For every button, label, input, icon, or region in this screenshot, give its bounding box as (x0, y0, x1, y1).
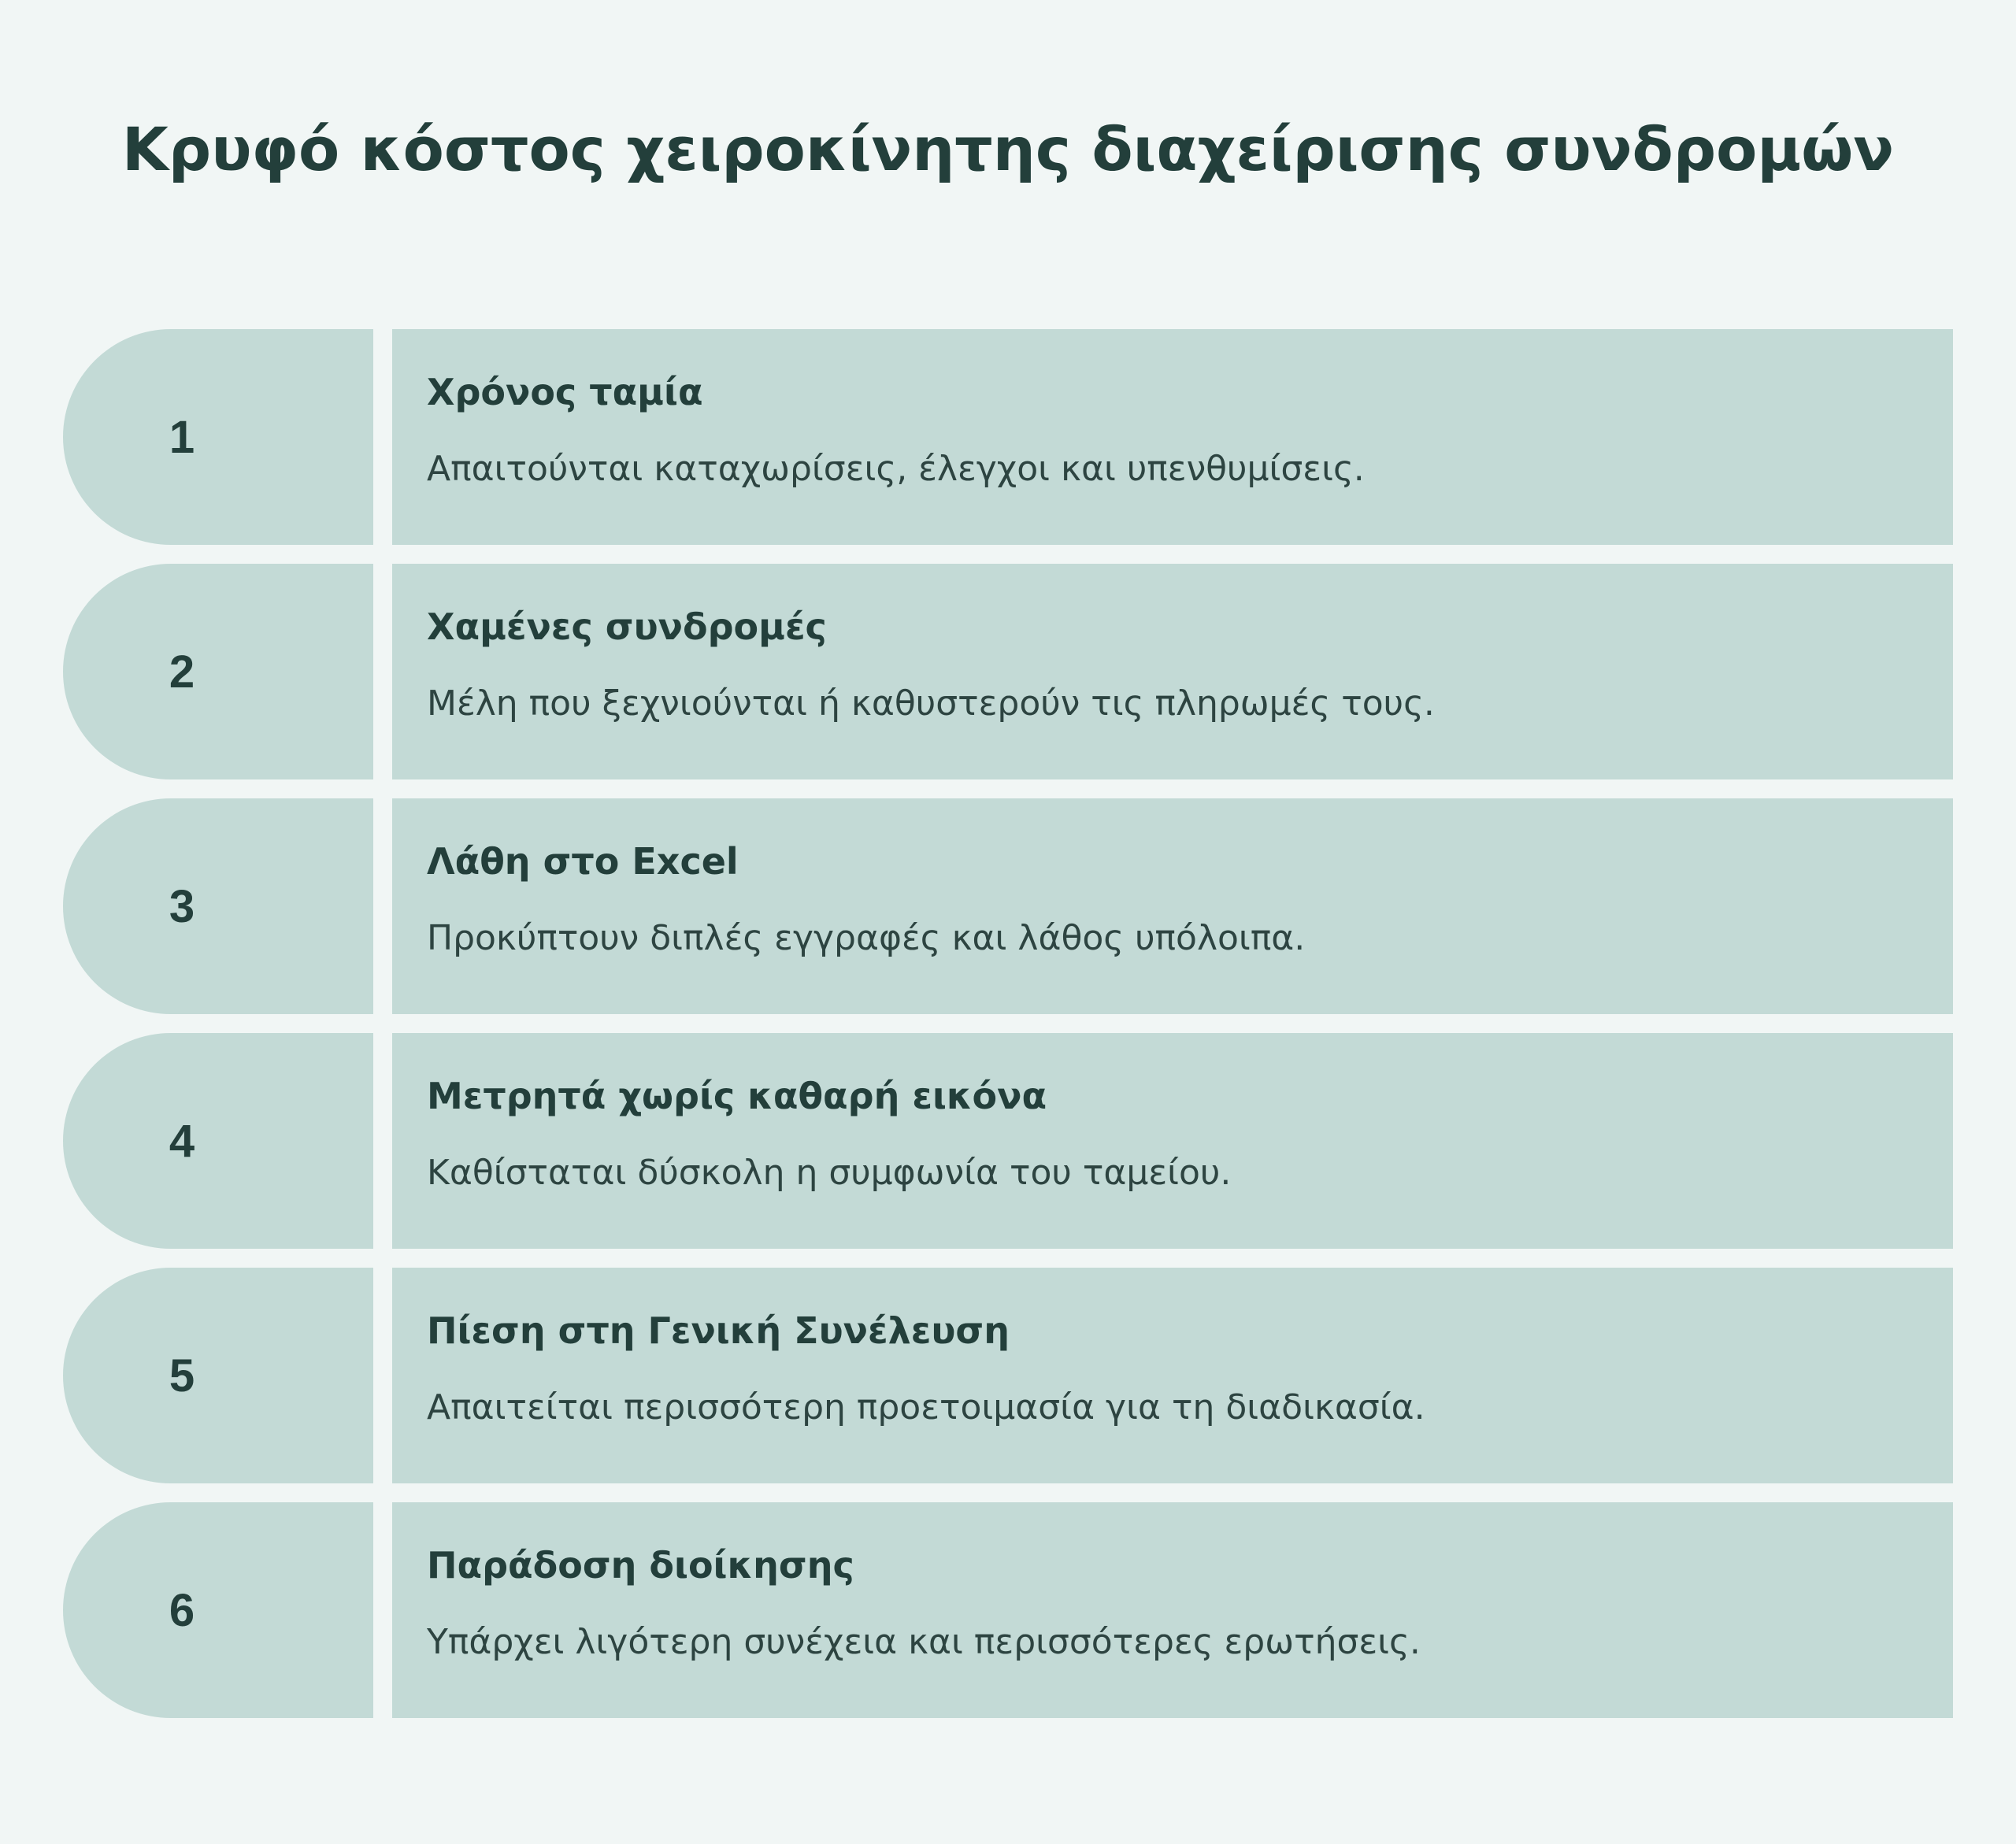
item-description: Προκύπτουν διπλές εγγραφές και λάθος υπόλοιπα. (427, 918, 1306, 958)
item-description: Υπάρχει λιγότερη συνέχεια και περισσότερες ερωτήσεις. (427, 1622, 1421, 1662)
item-content (392, 564, 1953, 779)
item-content (392, 1502, 1953, 1718)
item-description: Μέλη που ξεχνιούνται ή καθυστερούν τις πληρωμές τους. (427, 683, 1435, 724)
item-number-badge (63, 329, 373, 545)
item-number-badge (63, 1033, 373, 1249)
item-title: Μετρητά χωρίς καθαρή εικόνα (427, 1075, 1047, 1117)
item-number: 3 (169, 880, 195, 932)
item-number: 1 (169, 411, 195, 463)
item-description: Καθίσταται δύσκολη η συμφωνία του ταμείου. (427, 1153, 1232, 1193)
item-title: Χαμένες συνδρομές (427, 605, 827, 648)
item-number-badge (63, 1268, 373, 1483)
item-title: Χρόνος ταμία (427, 371, 703, 413)
cost-item-5 (63, 1268, 1953, 1483)
item-number: 4 (169, 1115, 195, 1167)
item-number: 5 (169, 1350, 195, 1402)
item-number-badge (63, 798, 373, 1014)
cost-item-6 (63, 1502, 1953, 1718)
item-title: Πίεση στη Γενική Συνέλευση (427, 1309, 1010, 1352)
cost-item-2 (63, 564, 1953, 779)
item-content (392, 1033, 1953, 1249)
item-description: Απαιτούνται καταχωρίσεις, έλεγχοι και υπενθυμίσεις. (427, 449, 1365, 489)
item-number-badge (63, 564, 373, 779)
page-title: Κρυφό κόστος χειροκίνητης διαχείρισης συνδρομών (121, 114, 1895, 184)
item-number: 6 (169, 1584, 195, 1636)
item-number-badge (63, 1502, 373, 1718)
cost-item-4 (63, 1033, 1953, 1249)
cost-item-1 (63, 329, 1953, 545)
item-description: Απαιτείται περισσότερη προετοιμασία για τη διαδικασία. (427, 1387, 1425, 1427)
item-title: Λάθη στο Excel (427, 840, 739, 883)
item-content (392, 329, 1953, 545)
cost-item-3 (63, 798, 1953, 1014)
item-content (392, 798, 1953, 1014)
item-content (392, 1268, 1953, 1483)
cost-list (63, 329, 1953, 1737)
item-title: Παράδοση διοίκησης (427, 1544, 854, 1587)
item-number: 2 (169, 646, 195, 698)
